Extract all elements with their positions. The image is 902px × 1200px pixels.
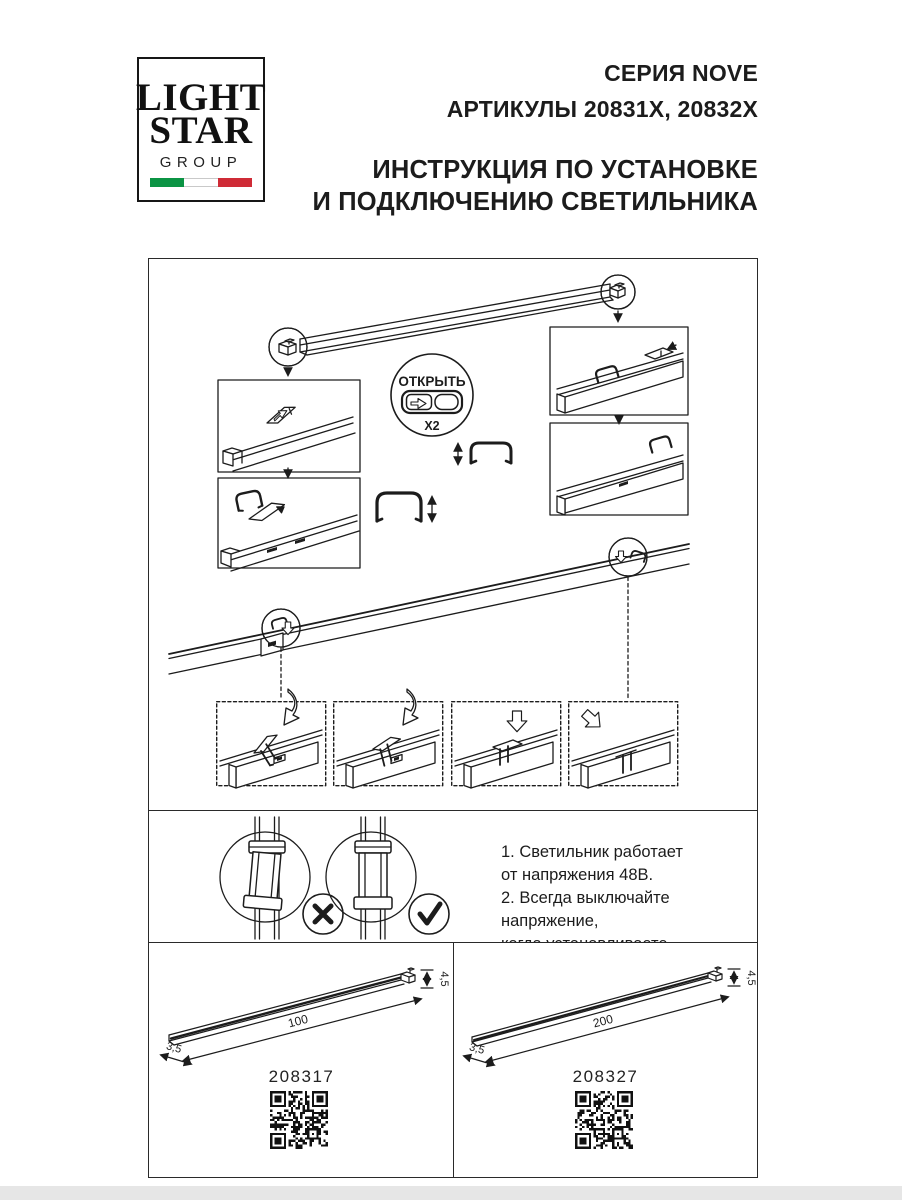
height-dimension-label: 4,5 xyxy=(745,970,757,986)
clip-step-3 xyxy=(452,702,561,788)
clip-step-4 xyxy=(569,702,678,788)
detail-box-left-1 xyxy=(218,380,360,472)
qr-code xyxy=(270,1091,328,1149)
product-dimensions-1 xyxy=(149,943,452,1085)
length-dimension-arrow xyxy=(486,997,728,1062)
open-count-label: X2 xyxy=(424,419,440,433)
logo-word-star: STAR xyxy=(149,109,253,152)
note-line-2: от напряжения 48В. xyxy=(501,866,654,884)
note-line-3: 2. Всегда выключайте напряжение, xyxy=(501,889,670,930)
connector-wrong-example xyxy=(220,817,343,939)
track-overview xyxy=(300,284,613,355)
logo-word-group: GROUP xyxy=(159,154,243,171)
width-dimension-label: 3,5 xyxy=(164,1040,183,1056)
ceiling-track xyxy=(169,538,689,674)
instruction-title-line2: И ПОДКЛЮЧЕНИЮ СВЕТИЛЬНИКА xyxy=(312,188,758,216)
track-bar-drawing xyxy=(472,967,722,1046)
document-header xyxy=(312,60,758,218)
detail-box-left-2 xyxy=(218,478,360,571)
connector-correct-example xyxy=(326,817,449,939)
page-edge-shadow xyxy=(0,1186,902,1200)
installation-diagram-panel xyxy=(148,258,758,812)
qr-code xyxy=(575,1091,633,1149)
article-code: 208317 xyxy=(268,1067,335,1086)
open-label: ОТКРЫТЬ xyxy=(398,374,466,389)
height-dimension-label: 4,5 xyxy=(438,971,450,987)
mounting-clip-large xyxy=(377,493,432,521)
logo-word-light: LIGHT xyxy=(135,76,267,119)
article-code: 208327 xyxy=(572,1067,639,1086)
track-bar-drawing xyxy=(169,968,415,1045)
mounting-clip-small xyxy=(458,443,511,464)
italy-flag-icon xyxy=(150,178,252,187)
product-card-208317 xyxy=(148,942,455,1178)
articles-line: АРТИКУЛЫ 20831X, 20832X xyxy=(446,96,758,122)
product-dimensions-2 xyxy=(454,943,757,1085)
length-dimension-label: 200 xyxy=(591,1011,615,1031)
width-dimension-label: 3,5 xyxy=(467,1041,486,1057)
length-dimension-arrow xyxy=(183,999,421,1061)
product-card-208327 xyxy=(453,942,758,1178)
detail-box-right-1 xyxy=(550,327,688,415)
clip-step-1 xyxy=(217,689,326,788)
length-dimension-label: 100 xyxy=(286,1011,310,1031)
lightstar-logo xyxy=(137,57,265,202)
instruction-title xyxy=(312,154,758,218)
correct-badge xyxy=(409,894,449,934)
installation-diagram xyxy=(149,259,755,809)
instruction-title-line1: ИНСТРУКЦИЯ ПО УСТАНОВКЕ xyxy=(372,156,758,184)
open-instruction-circle xyxy=(391,354,473,436)
detail-box-right-2 xyxy=(550,423,688,515)
note-line-1: 1. Светильник работает xyxy=(501,843,683,861)
clip-step-2 xyxy=(334,689,443,788)
series-title: СЕРИЯ NOVE xyxy=(604,60,758,86)
safety-notes-panel xyxy=(148,810,758,944)
